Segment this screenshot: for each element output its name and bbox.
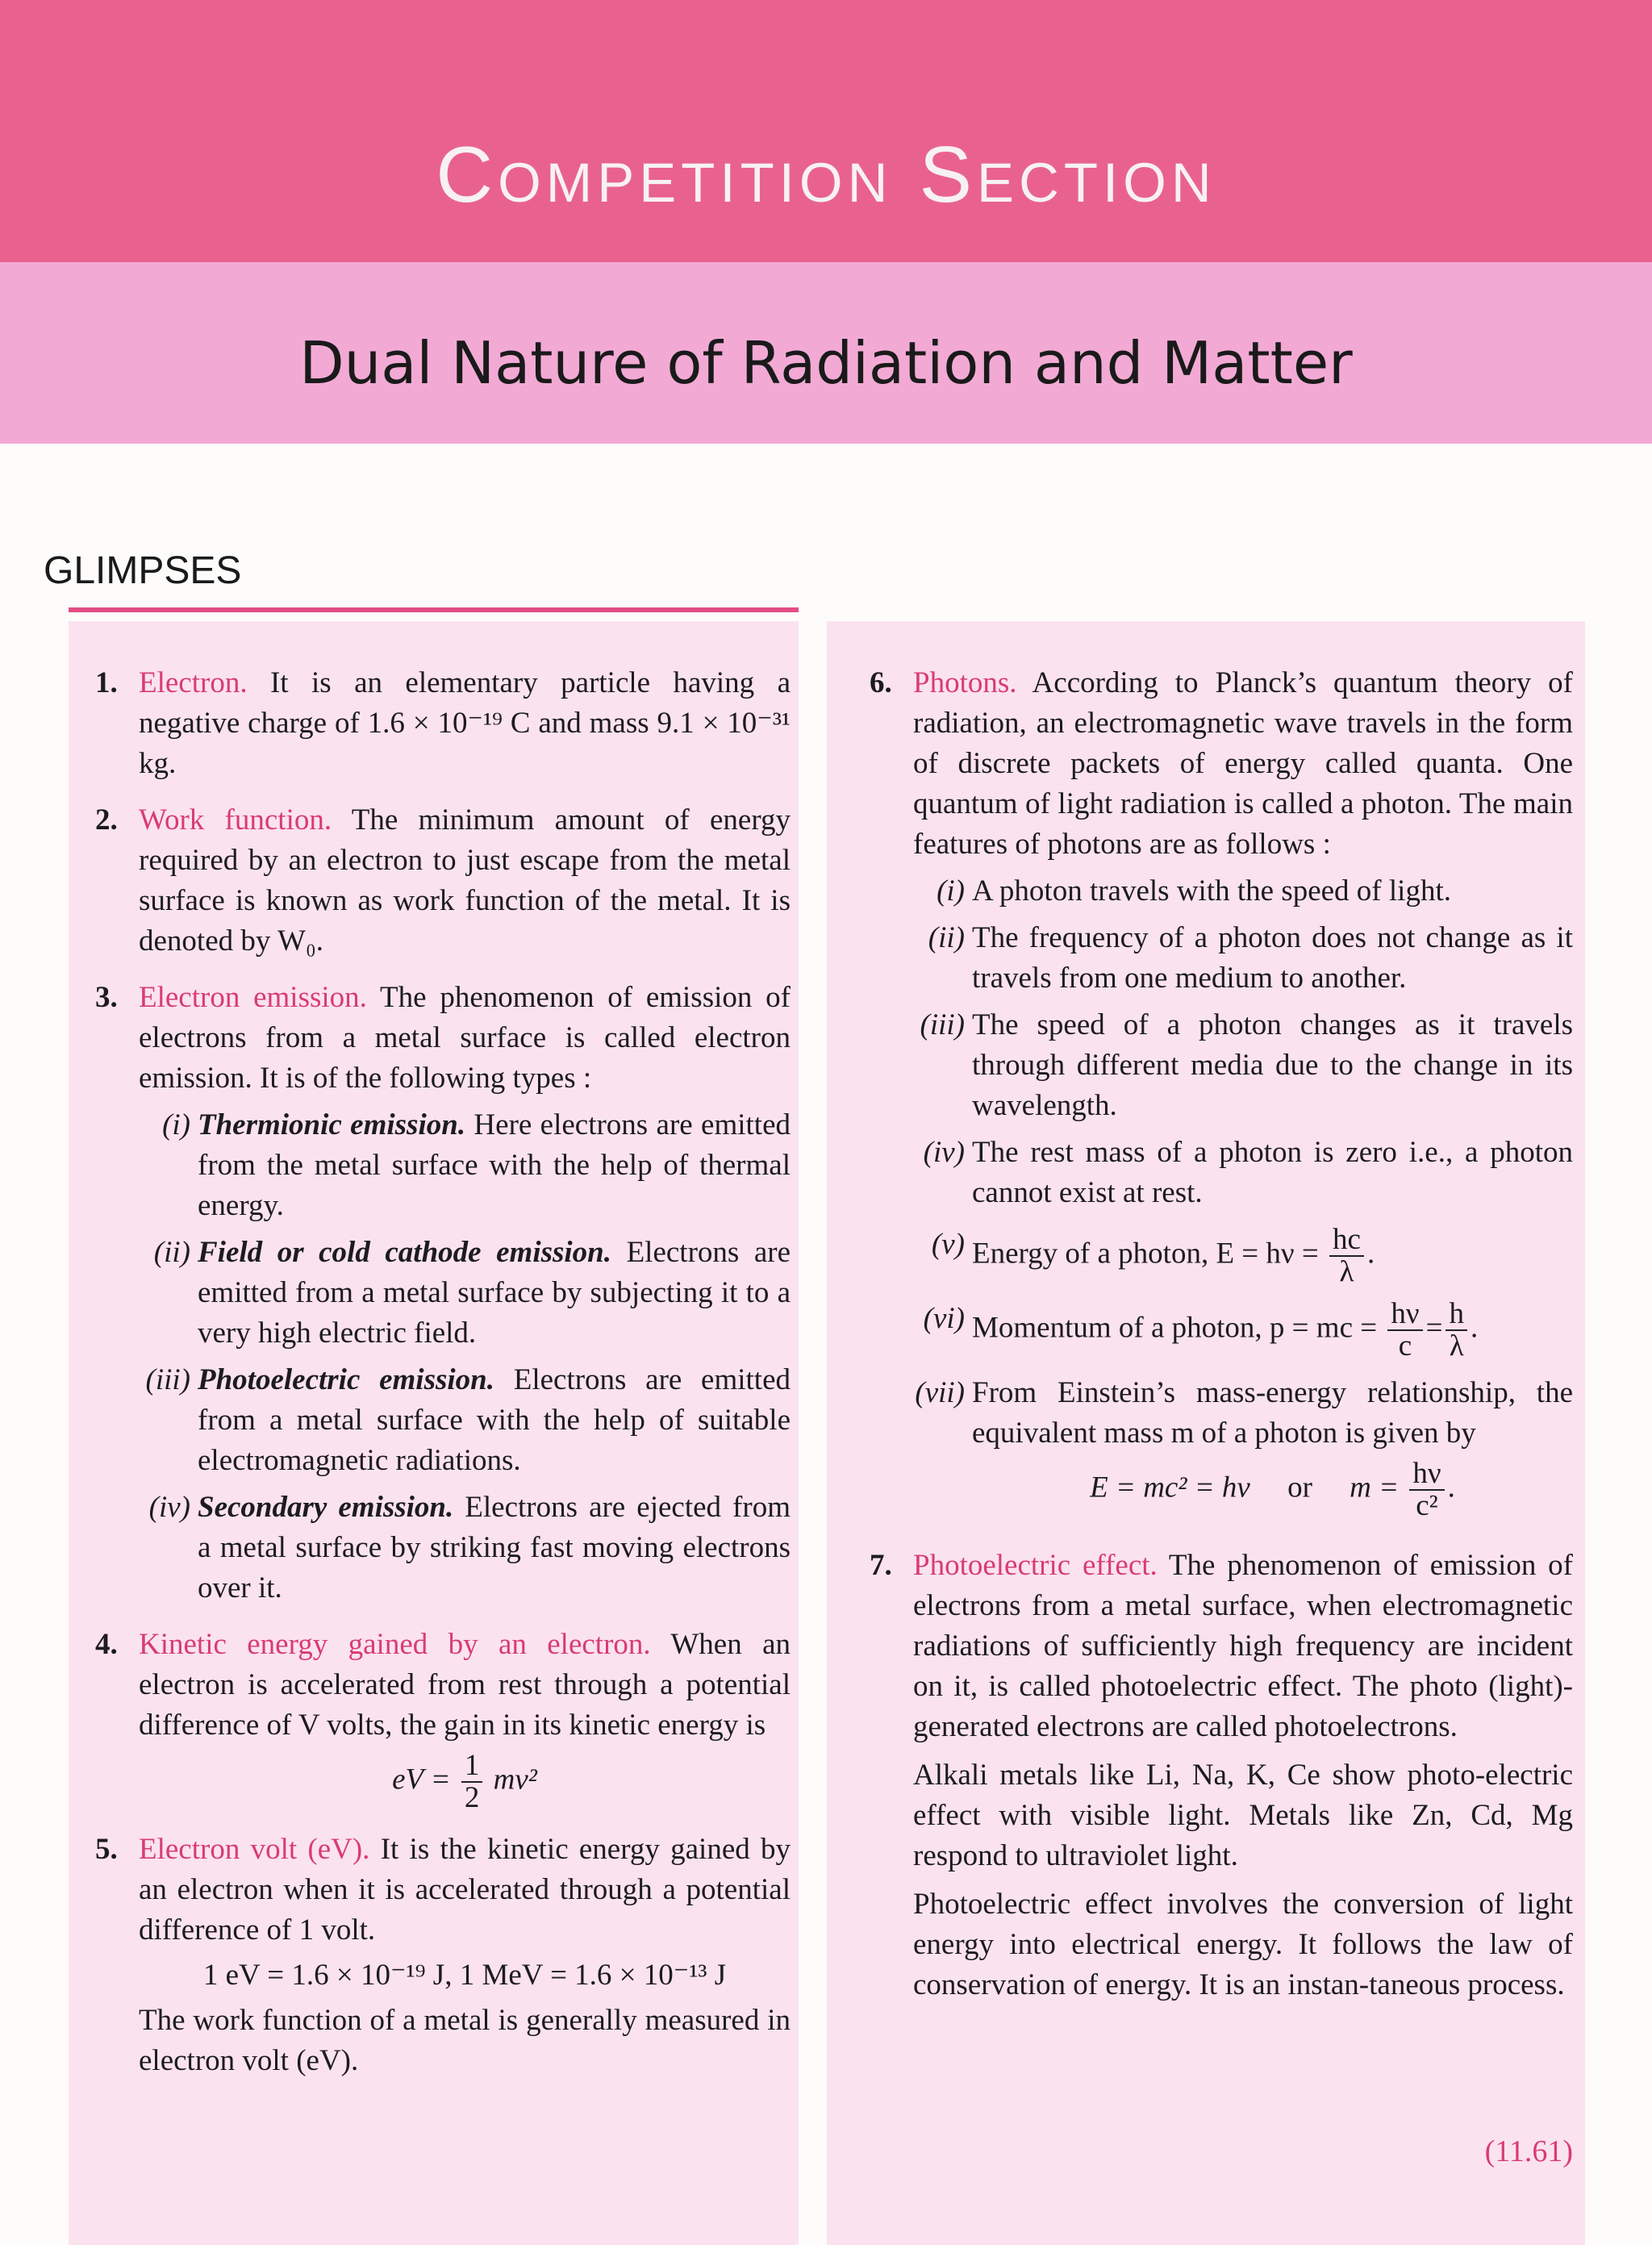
item-text: According to Planck’s quantum theory of radiation, an electromagnetic wave travels in the form of discrete packets of energy called quanta. One quantum of light radiation is called a photon. The main features of photons are as follows : <box>913 666 1573 861</box>
sub-text: Electrons are ejected from a metal surface by striking fast moving electrons over it. <box>198 1491 791 1604</box>
sub-label: (iv) <box>923 1136 965 1169</box>
fraction <box>1387 1299 1422 1362</box>
item-term: Electron. <box>139 666 248 699</box>
equals-sign: = <box>1425 1311 1443 1345</box>
fraction-denominator: λ <box>1449 1329 1464 1362</box>
sub-text: From Einstein’s mass-energy relationship, the equivalent mass m of a photon is given by <box>972 1376 1573 1450</box>
sub-item <box>913 1225 1573 1287</box>
sub-item <box>913 871 1573 912</box>
item-term: Electron volt (eV). <box>139 1833 370 1866</box>
item-number: 5. <box>95 1833 118 1866</box>
glimpse-item-6 <box>855 663 1573 1521</box>
sub-item <box>913 1373 1573 1521</box>
item-term: Work function. <box>139 803 332 837</box>
item-text: When an electron is accelerated from rest through a potential difference of V volts, the gain in its kinetic energy is <box>139 1628 791 1742</box>
sub-label: (i) <box>162 1108 190 1141</box>
sub-term: Thermionic emission. <box>198 1108 466 1141</box>
sub-tail: . <box>1366 1237 1375 1271</box>
item-term: Photoelectric effect. <box>913 1549 1158 1582</box>
sub-text: The rest mass of a photon is zero i.e., a photon cannot exist at rest. <box>972 1136 1573 1209</box>
sub-item <box>913 1005 1573 1126</box>
glimpse-item-3 <box>81 978 791 1609</box>
item-paragraph: Alkali metals like Li, Na, K, Ce show photo-electric effect with visible light. Metals like Zn, Cd, Mg respond to ultraviolet light. <box>913 1759 1573 1872</box>
item-number: 3. <box>95 981 118 1014</box>
left-column <box>81 663 791 2097</box>
sub-text: The speed of a photon changes as it travels through different media due to the change in its wavelength. <box>972 1008 1573 1122</box>
right-column <box>855 663 1573 2022</box>
item-term: Photons. <box>913 666 1017 699</box>
glimpse-item-4 <box>81 1625 791 1813</box>
competition-title: Competition Section <box>436 130 1216 219</box>
sub-text: Momentum of a photon, p = mc = <box>972 1311 1378 1345</box>
sub-item <box>139 1360 791 1481</box>
sub-label: (iii) <box>920 1008 965 1041</box>
equation-m: m = <box>1350 1471 1400 1504</box>
glimpse-item-7 <box>855 1546 1573 2005</box>
item-term: Electron emission. <box>139 981 367 1014</box>
sub-label: (ii) <box>153 1236 190 1269</box>
item-number: 2. <box>95 803 118 837</box>
sub-label: (vii) <box>915 1376 965 1409</box>
sub-text: A photon travels with the speed of light. <box>972 874 1451 908</box>
fraction-denominator: c² <box>1416 1489 1438 1522</box>
sub-text: Electrons are emitted from a metal surface with the help of suitable electromagnetic radiations. <box>198 1363 791 1477</box>
fraction-numerator: hc <box>1329 1225 1364 1257</box>
sub-item <box>913 1133 1573 1213</box>
sub-text: The frequency of a photon does not change as it travels from one medium to another. <box>972 921 1573 995</box>
item-number: 7. <box>870 1549 892 1582</box>
fraction <box>461 1751 483 1813</box>
item-term: Kinetic energy gained by an electron. <box>139 1628 651 1661</box>
equation-or: or <box>1287 1471 1312 1504</box>
fraction <box>1409 1458 1444 1521</box>
equation-lhs: eV = <box>392 1763 451 1796</box>
sub-item <box>139 1233 791 1354</box>
glimpse-item-1 <box>81 663 791 784</box>
sub-text: Electrons are emitted from a metal surface by subjecting it to a very high electric field. <box>198 1236 791 1350</box>
item-paragraph: Photoelectric effect involves the conversion of light energy into electrical energy. It follows the law of conservation of energy. It is an instan-taneous process. <box>913 1888 1573 2001</box>
fraction <box>1446 1299 1467 1362</box>
sub-item <box>913 1299 1573 1362</box>
sub-label: (iv) <box>148 1491 190 1524</box>
sub-item <box>139 1488 791 1609</box>
fraction-numerator: h <box>1446 1299 1467 1331</box>
sub-term: Photoelectric emission. <box>198 1363 494 1396</box>
sub-term: Field or cold cathode emission. <box>198 1236 612 1269</box>
fraction-numerator: hν <box>1409 1458 1444 1491</box>
fraction-numerator: hν <box>1387 1299 1422 1331</box>
item-text: The minimum amount of energy required by an electron to just escape from the metal surface is known as work function of the metal. It is denoted by W₀. <box>139 803 791 958</box>
item-text: It is an elementary particle having a negative charge of 1.6 × 10⁻¹⁹ C and mass 9.1 × 10⁻³¹ kg. <box>139 666 791 780</box>
sub-tail: . <box>1470 1311 1479 1345</box>
chapter-title: Dual Nature of Radiation and Matter <box>299 329 1353 397</box>
item-number: 4. <box>95 1628 118 1661</box>
kinetic-energy-equation <box>139 1751 791 1813</box>
item-number: 1. <box>95 666 118 699</box>
fraction-denominator: λ <box>1339 1255 1354 1288</box>
sub-text: Energy of a photon, E = hν = <box>972 1237 1319 1271</box>
electron-volt-equation: 1 eV = 1.6 × 10⁻¹⁹ J, 1 MeV = 1.6 × 10⁻¹³ J <box>202 1959 727 1992</box>
fraction-denominator: 2 <box>464 1781 480 1814</box>
item-text: The phenomenon of emission of electrons from a metal surface is called electron emission. It is of the following types : <box>139 981 791 1095</box>
section-rule <box>69 607 799 612</box>
glimpse-item-5 <box>81 1830 791 2081</box>
sub-tail: . <box>1447 1471 1455 1504</box>
mass-energy-equation <box>972 1458 1573 1521</box>
sub-label: (iii) <box>145 1363 190 1396</box>
item-number: 6. <box>870 666 892 699</box>
sub-label: (v) <box>931 1228 965 1261</box>
sub-item <box>139 1105 791 1226</box>
sub-item <box>913 918 1573 999</box>
sub-term: Secondary emission. <box>198 1491 454 1524</box>
sub-text: Here electrons are emitted from the metal surface with the help of thermal energy. <box>198 1108 791 1222</box>
sub-label: (i) <box>937 874 965 908</box>
glimpse-item-2 <box>81 800 791 962</box>
equation-left: E = mc² = hν <box>1090 1471 1250 1504</box>
item-after-text: The work function of a metal is generally measured in electron volt (eV). <box>139 2004 791 2077</box>
item-text: The phenomenon of emission of electrons from a metal surface, when electromagnetic radiations of sufficiently high frequency are incident on it, is called photoelectric effect. The photo (light)-generated electrons are called photoelectrons. <box>913 1549 1573 1743</box>
section-heading: GLIMPSES <box>44 549 242 592</box>
equation-rhs: mv² <box>493 1763 537 1796</box>
fraction-denominator: c <box>1398 1329 1412 1362</box>
fraction <box>1329 1225 1364 1287</box>
sub-label: (ii) <box>928 921 965 954</box>
item-text: It is the kinetic energy gained by an electron when it is accelerated through a potential difference of 1 volt. <box>139 1833 791 1947</box>
sub-label: (vi) <box>923 1302 965 1335</box>
fraction-numerator: 1 <box>461 1751 483 1783</box>
page-number: (11.61) <box>1484 2134 1573 2168</box>
